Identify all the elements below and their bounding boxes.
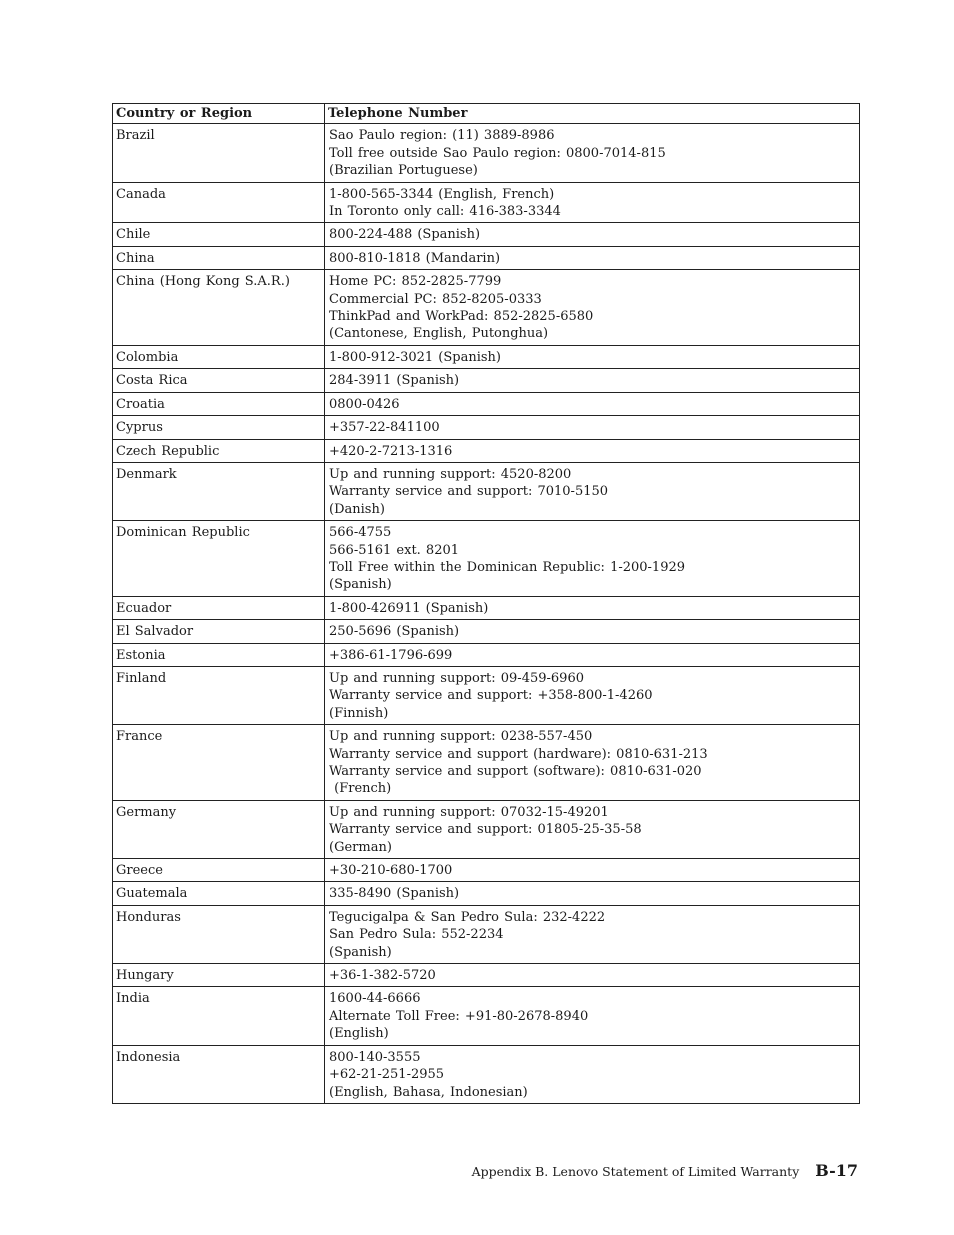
telephone-line: 1600-44-6666	[329, 991, 421, 1007]
table-row	[113, 620, 860, 643]
table-row	[113, 416, 860, 439]
telephone-cell	[325, 462, 860, 520]
table-row	[113, 725, 860, 801]
telephone-cell	[325, 964, 860, 987]
country-cell: Denmark	[113, 462, 325, 520]
table-row	[113, 246, 860, 269]
telephone-line: 1-800-565-3344 (English, French)	[329, 186, 555, 202]
country-cell: Hungary	[113, 964, 325, 987]
telephone-line: (English, Bahasa, Indonesian)	[329, 1084, 528, 1100]
telephone-line: +62-21-251-2955	[329, 1067, 445, 1083]
country-cell: El Salvador	[113, 620, 325, 643]
table-body	[113, 124, 860, 1104]
page-footer	[472, 1161, 858, 1180]
country-cell: Indonesia	[113, 1045, 325, 1103]
country-cell: China (Hong Kong S.A.R.)	[113, 270, 325, 346]
telephone-cell	[325, 439, 860, 462]
telephone-line: Warranty service and support: +358-800-1-4260	[329, 688, 653, 704]
country-cell: India	[113, 987, 325, 1045]
country-cell: Croatia	[113, 392, 325, 415]
telephone-line: (Spanish)	[329, 944, 392, 960]
header-telephone-number: Telephone Number	[325, 104, 860, 124]
phone-support-table	[112, 103, 860, 1104]
telephone-cell	[325, 345, 860, 368]
telephone-line: Commercial PC: 852-8205-0333	[329, 291, 542, 307]
country-cell: Chile	[113, 223, 325, 246]
telephone-cell	[325, 620, 860, 643]
telephone-line: Warranty service and support (software): 0810-631-020	[329, 764, 702, 779]
telephone-line: (German)	[329, 839, 392, 855]
telephone-cell	[325, 124, 860, 182]
telephone-cell	[325, 643, 860, 666]
telephone-line: (Finnish)	[329, 705, 389, 721]
telephone-cell	[325, 666, 860, 724]
table-row	[113, 882, 860, 905]
table-row	[113, 392, 860, 415]
telephone-cell	[325, 882, 860, 905]
country-cell: Cyprus	[113, 416, 325, 439]
country-cell: Ecuador	[113, 596, 325, 619]
country-cell: Czech Republic	[113, 439, 325, 462]
telephone-line: 566-4755	[329, 525, 392, 541]
telephone-cell	[325, 987, 860, 1045]
country-cell: Greece	[113, 859, 325, 882]
telephone-line: (Spanish)	[329, 577, 392, 593]
table-row	[113, 182, 860, 223]
telephone-line: Toll Free within the Dominican Republic: 1-200-1929	[329, 559, 686, 575]
country-cell: Honduras	[113, 905, 325, 963]
table-row	[113, 666, 860, 724]
table-row	[113, 223, 860, 246]
telephone-line: 800-810-1818 (Mandarin)	[329, 250, 501, 266]
telephone-line: Up and running support: 0238-557-450	[329, 729, 593, 745]
country-cell: Canada	[113, 182, 325, 223]
telephone-cell	[325, 246, 860, 269]
telephone-cell	[325, 1045, 860, 1103]
telephone-line: Warranty service and support (hardware): 0810-631-213	[329, 746, 708, 762]
table-row	[113, 1045, 860, 1103]
table-row	[113, 270, 860, 346]
page-number: B-17	[815, 1161, 858, 1180]
table-row	[113, 462, 860, 520]
table-row	[113, 964, 860, 987]
table-row	[113, 369, 860, 392]
header-country-or-region: Country or Region	[113, 104, 325, 124]
telephone-line: (Cantonese, English, Putonghua)	[329, 326, 549, 342]
telephone-line: (Danish)	[329, 501, 385, 517]
country-cell: Colombia	[113, 345, 325, 368]
telephone-cell	[325, 596, 860, 619]
country-cell: Guatemala	[113, 882, 325, 905]
telephone-line: Up and running support: 09-459-6960	[329, 670, 584, 686]
table-row	[113, 345, 860, 368]
telephone-line: (Brazilian Portuguese)	[329, 163, 478, 179]
table-row	[113, 800, 860, 858]
telephone-line: 800-224-488 (Spanish)	[329, 227, 481, 243]
telephone-cell	[325, 369, 860, 392]
telephone-line: +386-61-1796-699	[329, 647, 453, 663]
telephone-line: 1-800-426911 (Spanish)	[329, 600, 489, 616]
table-row	[113, 124, 860, 182]
footer-text: Appendix B. Lenovo Statement of Limited Warranty	[471, 1164, 800, 1179]
telephone-line: 335-8490 (Spanish)	[329, 886, 460, 902]
telephone-line: 250-5696 (Spanish)	[329, 624, 460, 640]
telephone-line: San Pedro Sula: 552-2234	[329, 927, 504, 943]
telephone-line: Tegucigalpa & San Pedro Sula: 232-4222	[329, 909, 606, 925]
country-cell: France	[113, 725, 325, 801]
table-row	[113, 596, 860, 619]
telephone-line: Sao Paulo region: (11) 3889-8986	[329, 128, 555, 144]
country-cell: Germany	[113, 800, 325, 858]
telephone-line: +36-1-382-5720	[329, 968, 436, 984]
telephone-line: +357-22-841100	[329, 420, 440, 436]
table-row	[113, 905, 860, 963]
telephone-line: +30-210-680-1700	[329, 863, 453, 879]
telephone-line: Alternate Toll Free: +91-80-2678-8940	[329, 1008, 589, 1024]
telephone-cell	[325, 270, 860, 346]
table-header-row	[113, 104, 860, 124]
country-cell: Estonia	[113, 643, 325, 666]
table-row	[113, 987, 860, 1045]
telephone-cell	[325, 725, 860, 801]
telephone-line: (French)	[329, 781, 392, 797]
country-cell: China	[113, 246, 325, 269]
table-header	[113, 104, 860, 124]
table-row	[113, 643, 860, 666]
telephone-cell	[325, 416, 860, 439]
telephone-cell	[325, 392, 860, 415]
country-cell: Dominican Republic	[113, 521, 325, 597]
table-row	[113, 439, 860, 462]
country-cell: Brazil	[113, 124, 325, 182]
telephone-line: Warranty service and support: 01805-25-35-58	[329, 822, 642, 838]
telephone-line: Up and running support: 07032-15-49201	[329, 804, 609, 820]
table-row	[113, 521, 860, 597]
telephone-cell	[325, 859, 860, 882]
telephone-line: ThinkPad and WorkPad: 852-2825-6580	[329, 309, 594, 325]
country-cell: Costa Rica	[113, 369, 325, 392]
telephone-line: 800-140-3555	[329, 1049, 421, 1065]
telephone-line: Up and running support: 4520-8200	[329, 466, 572, 482]
telephone-cell	[325, 182, 860, 223]
telephone-line: Warranty service and support: 7010-5150	[329, 484, 609, 500]
telephone-cell	[325, 800, 860, 858]
telephone-line: 1-800-912-3021 (Spanish)	[329, 349, 501, 365]
telephone-line: (English)	[329, 1026, 389, 1042]
telephone-line: In Toronto only call: 416-383-3344	[329, 204, 561, 220]
telephone-line: 566-5161 ext. 8201	[329, 542, 460, 558]
telephone-line: Toll free outside Sao Paulo region: 0800-7014-815	[329, 145, 666, 161]
telephone-cell	[325, 223, 860, 246]
table-row	[113, 859, 860, 882]
country-cell: Finland	[113, 666, 325, 724]
telephone-cell	[325, 905, 860, 963]
telephone-line: 0800-0426	[329, 396, 400, 412]
telephone-line: +420-2-7213-1316	[329, 443, 453, 459]
telephone-line: Home PC: 852-2825-7799	[329, 274, 502, 290]
telephone-cell	[325, 521, 860, 597]
telephone-line: 284-3911 (Spanish)	[329, 373, 460, 389]
